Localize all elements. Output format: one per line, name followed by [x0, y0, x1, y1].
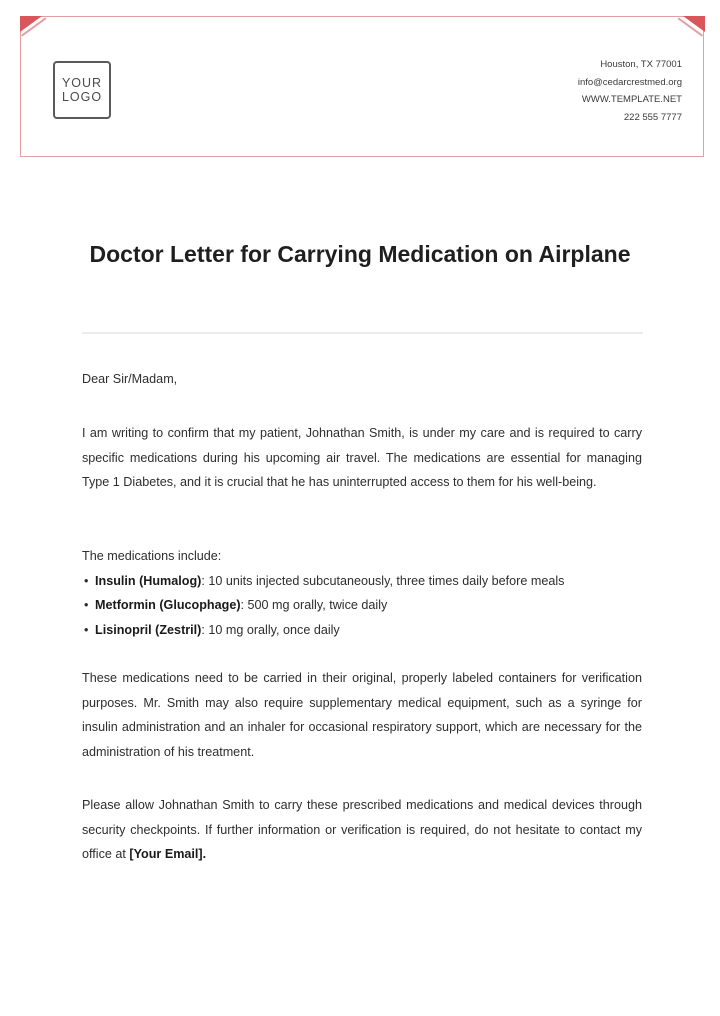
- medication-detail: : 10 units injected subcutaneously, three times daily before meals: [201, 573, 565, 588]
- contact-phone: 222 555 7777: [623, 111, 682, 123]
- document-title: Doctor Letter for Carrying Medication on Airplane: [89, 241, 631, 267]
- medication-detail: : 10 mg orally, once daily: [201, 622, 340, 637]
- medications-intro: The medications include:: [82, 549, 222, 563]
- contact-email: info@cedarcrestmed.org: [577, 76, 682, 88]
- medication-name: Insulin (Humalog): [95, 573, 202, 588]
- email-placeholder: [Your Email].: [129, 847, 207, 861]
- letterhead: [20, 16, 704, 157]
- contact-address: Houston, TX 77001: [600, 59, 682, 70]
- contact-website: WWW.TEMPLATE.NET: [581, 94, 682, 105]
- medication-detail: : 500 mg orally, twice daily: [240, 598, 388, 612]
- medications-section: [82, 544, 642, 642]
- bullet-icon: •: [84, 573, 89, 588]
- salutation: Dear Sir/Madam,: [82, 372, 178, 386]
- medication-name: Metformin (Glucophage): [95, 598, 241, 612]
- medication-item: [82, 569, 642, 594]
- medication-name: Lisinopril (Zestril): [95, 622, 202, 637]
- request-text: Please allow Johnathan Smith to carry these prescribed medications and medical devices through security checkpoints. If further information or verification is required, do not hesitate to contact my office at: [82, 798, 642, 861]
- title-divider: [82, 332, 643, 334]
- logo-placeholder: [53, 61, 111, 119]
- paragraph-containers: These medications need to be carried in their original, properly labeled containers for verification purposes. Mr. Smith may also require supplementary medical equipment, such as a syringe for insulin administration and an inhaler for occasional respiratory support, which are necessary for the administration of his treatment.: [82, 671, 642, 759]
- medication-list: [82, 569, 642, 643]
- medication-item: [82, 618, 642, 643]
- logo-line-1: YOUR: [61, 76, 103, 90]
- paragraph-intro: I am writing to confirm that my patient, Johnathan Smith, is under my care and is required to carry specific medications during his upcoming air travel. The medications are essential for managing Type 1 Diabetes, and it is crucial that he has uninterrupted access to them for his well-being.: [82, 426, 642, 489]
- bullet-icon: •: [84, 622, 89, 637]
- logo-line-2: LOGO: [61, 90, 103, 104]
- medication-item: [82, 593, 642, 618]
- bullet-icon: •: [84, 598, 89, 612]
- contact-info: [578, 56, 682, 126]
- paragraph-request: [82, 793, 642, 867]
